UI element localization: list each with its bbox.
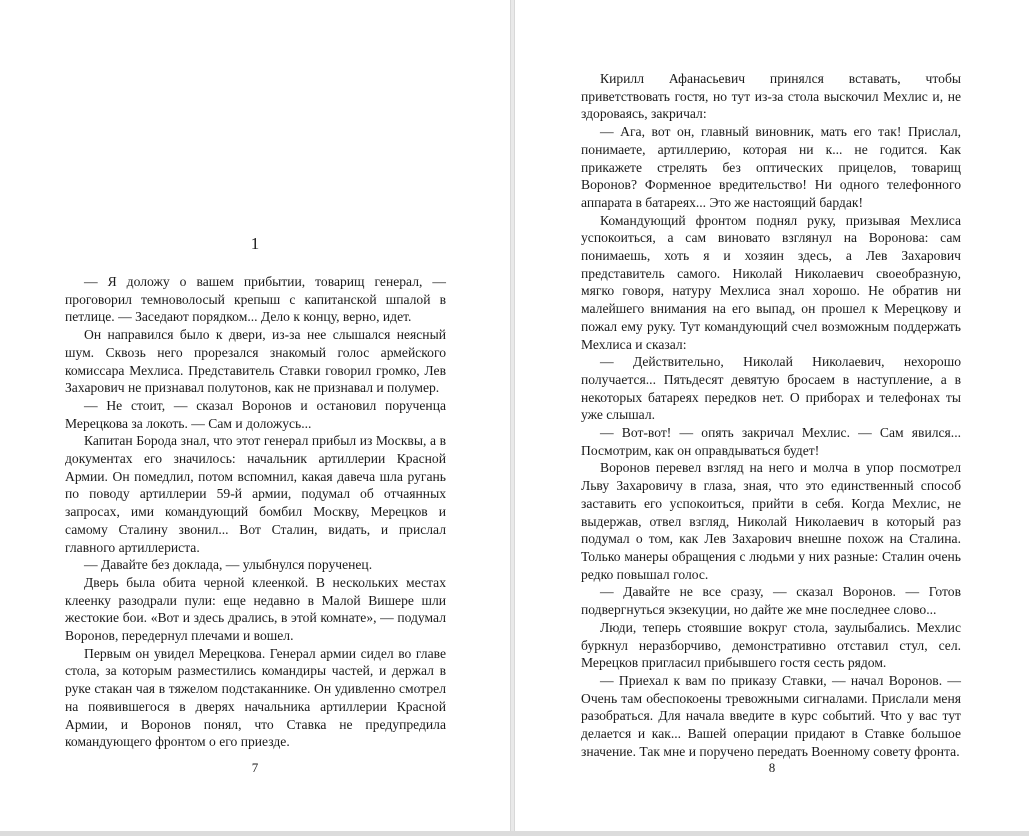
- paragraph: Люди, теперь стоявшие вокруг стола, заулыбались. Мехлис буркнул неразборчиво, демонстративно отставил стул, сел. Мерецков пригласил прибывшего гостя сесть рядом.: [581, 619, 961, 671]
- paragraph: Воронов перевел взгляд на него и молча в упор посмотрел Льву Захаровичу в глаза, зная, что это единственный способ заставить его успокоиться, прийти в себя. Когда Мехлис, не выдержав, отвел взгляд, Николай Николаевич в который раз подумал о том, как Лев Захарович внешне похож на Сталина. Только манеры обращения с людьми у них разные: Сталин очень редко повышал голос.: [581, 460, 961, 582]
- paragraph: — Я доложу о вашем прибытии, товарищ генерал, — проговорил темноволосый крепыш с капитанской шпалой в петлице. — Заседают порядком... Дело к концу, верно, идет.: [65, 274, 446, 325]
- paragraph: — Давайте не все сразу, — сказал Воронов. — Готов подвергнуться экзекуции, но дайте же мне последнее слово...: [581, 584, 961, 618]
- paragraph: Дверь была обита черной клеенкой. В нескольких местах клеенку разодрали пули: еще недавно в Малой Вишере шли жестокие бои. «Вот и здесь дрались, в этой комнате», — подумал Воронов, передернул плечами и вошел.: [65, 574, 446, 644]
- paragraph: Кирилл Афанасьевич принялся вставать, чтобы приветствовать гостя, но тут из-за стола выскочил Мехлис и, не здороваясь, закричал:: [581, 71, 961, 122]
- paragraph: Он направился было к двери, из-за нее слышался неясный шум. Сквозь него прорезался знакомый голос армейского комиссара Мехлиса. Представитель Ставки говорил громко, Лев Захарович не признавал полутонов, как не признавал и полумер.: [65, 327, 446, 396]
- paragraph: Капитан Борода знал, что этот генерал прибыл из Москвы, а в документах его значилось: начальник артиллерии Красной Армии. Он помедлил, потом вспомнил, какая давеча шла ругань по поводу артиллерии 59-й армии, подумал об отчаянных запросах, ими командующий бомбил Москву, Мерецков и самому Сталину звонил... Вот Сталин, видать, и прислал главного артиллериста.: [65, 433, 446, 555]
- page-number: 8: [768, 760, 776, 775]
- left-page-text: [65, 273, 446, 751]
- paragraph: Командующий фронтом поднял руку, призывая Мехлиса успокоиться, а сам виновато взглянул на Воронова: сам понимаешь, хоть я и хозяин здесь, а Лев Захарович представитель самого. Николай Николаевич своеобразную, мягко говоря, натуру Мехлиса знал хорошо. Не обратив ни малейшего внимания на его выпад, он прошел к Мерецкову и пожал ему руку. Тут командующий счел возможным поддержать Мехлиса и сказал:: [581, 212, 961, 352]
- paragraph: — Приехал к вам по приказу Ставки, — начал Воронов. — Очень там обеспокоены тревожными сигналами. Прислали меня разобраться. Для начала введите в курс событий. Что у вас тут делается и как... Вашей операции придают в Ставке большое значение. Так мне и поручено передать Военному совету фронта.: [581, 672, 961, 759]
- paragraph: — Давайте без доклада, — улыбнулся порученец.: [84, 557, 373, 573]
- left-page: [0, 0, 511, 831]
- page-number: 7: [251, 760, 259, 775]
- chapter-number: 1: [250, 234, 260, 253]
- bottom-edge: [0, 831, 1029, 836]
- paragraph: — Не стоит, — сказал Воронов и остановил порученца Мерецкова за локоть. — Сам и доложусь...: [65, 397, 446, 431]
- paragraph: — Вот-вот! — опять закричал Мехлис. — Сам явился... Посмотрим, как он оправдываться будет!: [581, 425, 961, 458]
- right-page-text: [581, 70, 961, 760]
- right-page: [514, 0, 1029, 831]
- paragraph: Первым он увидел Мерецкова. Генерал армии сидел во главе стола, за которым разместились командиры частей, и держал в руке стакан чая в тяжелом подстаканнике. Он удивленно смотрел на появившегося в дверях начальника артиллерии Красной Армии, и Воронов понял, что Ставка не предупредила командующего фронтом о его приезде.: [65, 645, 446, 750]
- paragraph: — Ага, вот он, главный виновник, мать его так! Прислал, понимаете, артиллерию, которая ни к... не годится. Как прикажете стрелять без оптических прицелов, товарищ Воронов? Форменное вредительство! Ни одного телефонного аппарата в батареях... Это же настоящий бардак!: [581, 124, 961, 210]
- paragraph: — Действительно, Николай Николаевич, нехорошо получается... Пятьдесят девятую бросаем в наступление, а в некоторых батареях передков нет. О приборах и телефонах ты уже слышал.: [581, 354, 961, 423]
